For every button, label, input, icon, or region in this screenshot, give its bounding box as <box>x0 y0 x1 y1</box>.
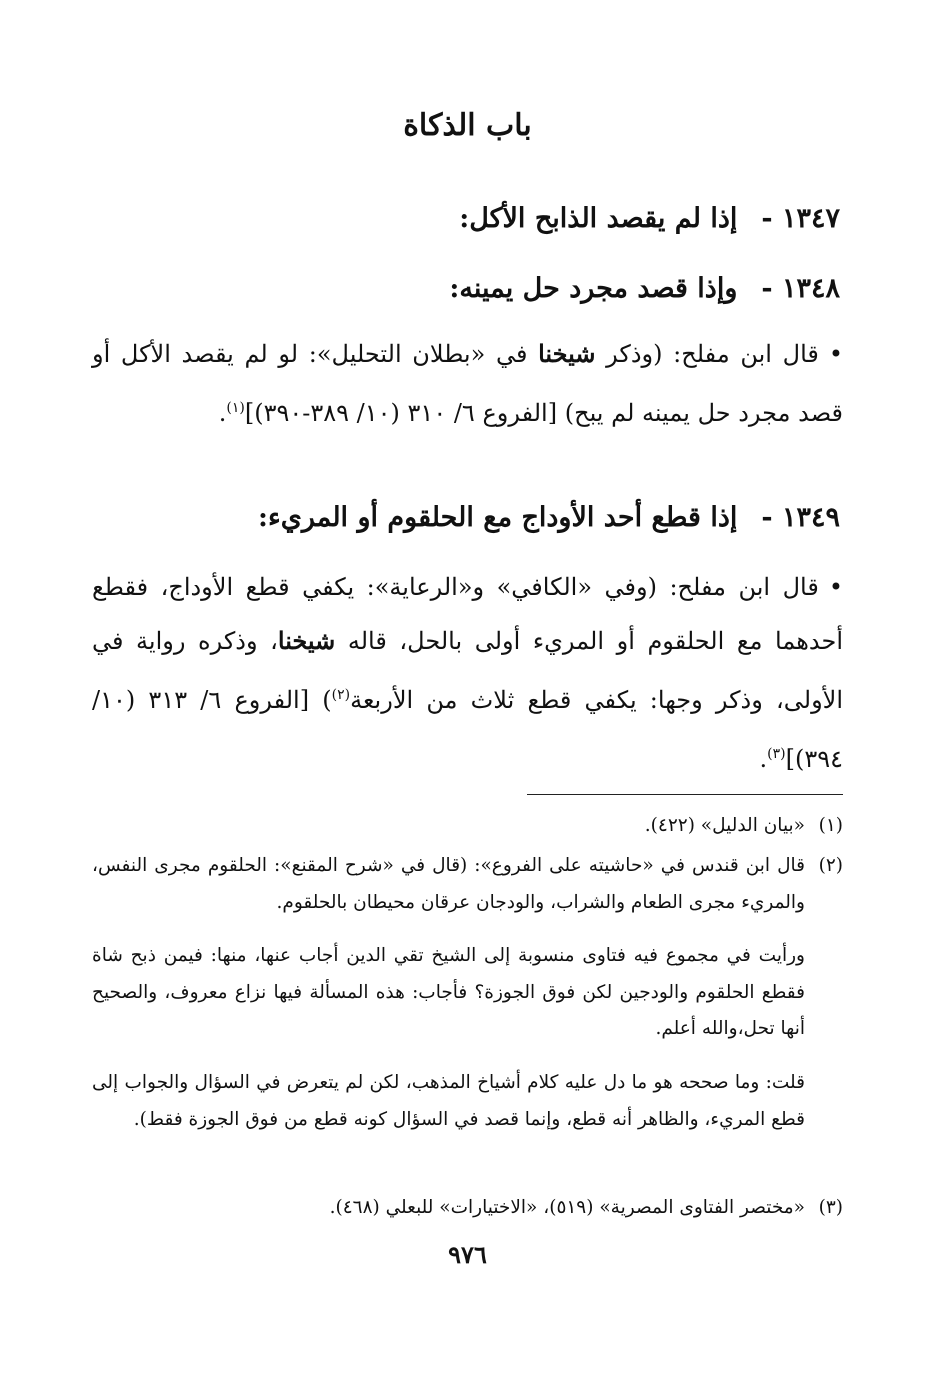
issue-text: إذا قطع أحد الأوداج مع الحلقوم أو المريء: <box>258 502 738 533</box>
period: . <box>218 399 227 427</box>
issue-heading-1349 <box>95 502 840 533</box>
footnote-number: (١) <box>818 815 843 836</box>
footnote-2-paragraph-2: ورأيت في مجموع فيه فتاوى منسوبة إلى الشيخ تقي الدين أجاب عنها، منها: فيمن ذبح شاة فقطع الحلقوم والودجين لكن فوق الجوزة؟ فأجاب: هذه المسألة فيها نزاع معروف، والصحيح أنها تحل،والله أعلم. <box>92 945 805 1039</box>
quote-paragraph-1 <box>92 327 843 440</box>
quote-text: قال ابن مفلح: (وذكر <box>595 340 819 368</box>
chapter-title: باب الذكاة <box>403 108 532 143</box>
shaykh-name: شيخنا <box>277 626 336 655</box>
issue-number: ١٣٤٧ - <box>761 203 840 234</box>
footnote-ref: (٣) <box>767 746 786 762</box>
shaykh-name: شيخنا <box>538 339 596 368</box>
footnote-2-text: قال ابن قندس في «حاشيته على الفروع»: (قال في «شرح المقنع»: الحلقوم مجرى النفس، والمريء مجرى الطعام والشراب، والودجان عرقان محيطان بالحلقوم. <box>92 855 805 913</box>
issue-text: إذا لم يقصد الذابح الأكل: <box>459 203 738 234</box>
footnote-number: (٢) <box>818 855 843 876</box>
bullet-icon: • <box>828 573 843 601</box>
footnote-3 <box>92 1190 843 1227</box>
footnote-ref: (١) <box>226 400 245 416</box>
footnote-text: «بيان الدليل» (٤٢٢). <box>644 815 805 836</box>
issue-text: وإذا قصد مجرد حل يمينه: <box>449 273 738 304</box>
footnote-2-paragraph-3: قلت: وما صححه هو ما دل عليه كلام أشياخ المذهب، لكن لم يتعرض في السؤال والجواب إلى قطع المريء، والظاهر أنه قطع، وإنما قصد في السؤال كونه قطع من فوق الجوزة فقط). <box>92 1072 805 1130</box>
footnote-number: (٣) <box>818 1197 843 1218</box>
quote-text: ، وذكره رواية في الأولى، وذكر وجها: يكفي قطع ثلاث من الأربعة <box>92 627 844 714</box>
issue-number: ١٣٤٨ - <box>761 273 840 304</box>
quote-text: ) [الفروع ٦/ ٣١٣ (١٠/ ٣٩٤)] <box>92 686 843 773</box>
footnote-1 <box>92 808 843 845</box>
issue-heading-1347 <box>95 203 840 234</box>
bullet-icon: • <box>828 340 844 368</box>
quote-text: قال ابن مفلح: (وفي «الكافي» و«الرعاية»: يكفي قطع الأوداج، فقطع أحدهما مع الحلقوم أو المريء أولى بالحل، قاله <box>92 573 843 655</box>
page-number: ٩٧٦ <box>448 1240 487 1269</box>
issue-heading-1348 <box>95 273 840 304</box>
footnote-divider <box>527 794 843 795</box>
footnote-text: «مختصر الفتاوى المصرية» (٥١٩)، «الاختيارات» للبعلي (٤٦٨). <box>329 1197 805 1218</box>
footnote-ref: (٢) <box>331 687 351 703</box>
issue-number: ١٣٤٩ - <box>761 502 840 533</box>
quote-paragraph-2 <box>92 560 843 786</box>
quote-text: في «بطلان التحليل»: لو لم يقصد الأكل أو قصد مجرد حل يمينه لم يبح) [الفروع ٦/ ٣١٠ (١٠/ ٣٨٩-٣٩٠)] <box>92 340 843 427</box>
period: . <box>759 745 768 773</box>
